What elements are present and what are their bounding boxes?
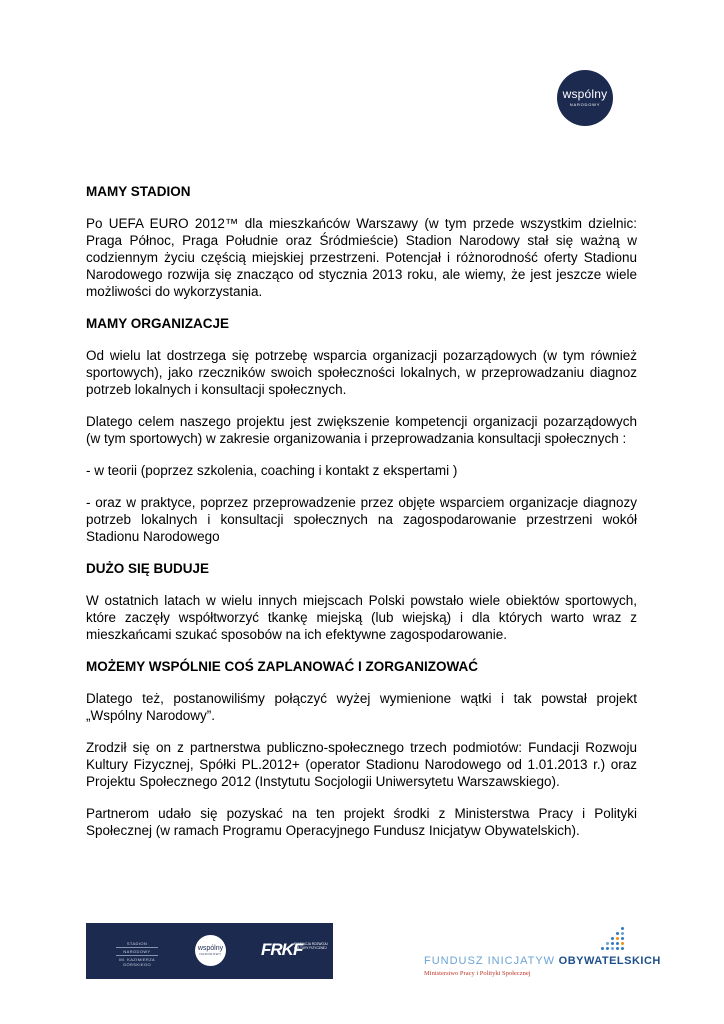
fio-dots-icon xyxy=(599,927,629,955)
paragraph-buduje: W ostatnich latach w wielu innych miejscach Polski powstało wiele obiektów sportowych, które zaczęły współtworzyć tkankę miejską (lub wiejską) i dla których warto wraz z mieszkańcami szukać sposobów na ich efektywne zagospodarowanie. xyxy=(86,593,637,642)
fio-dot xyxy=(611,937,614,940)
paragraph-zaplanowac-3: Partnerom udało się pozyskać na ten projekt środki z Ministerstwa Pracy i Polityki Społecznej (w ramach Programu Operacyjnego Fundusz Inicjatyw Obywatelskich). xyxy=(86,806,637,838)
stadion-logo-line1: STADION xyxy=(126,941,148,946)
fio-title-part1: FUNDUSZ INICJATYW xyxy=(424,955,556,967)
fio-dot xyxy=(621,942,624,945)
fio-dot xyxy=(621,937,624,940)
paragraph-organizacje-3: - w teorii (poprzez szkolenia, coaching i kontakt z ekspertami ) xyxy=(86,463,458,478)
stadion-logo-line3: IM. KAZIMIERZA GÓRSKIEGO xyxy=(118,957,156,967)
paragraph-organizacje-1: Od wielu lat dostrzega się potrzebę wsparcia organizacji pozarządowych (w tym również sportowych), jako rzeczników swoich społeczności lokalnych, w przeprowadzaniu diagnoz potrzeb lokalnych i konsultacji społecznych. xyxy=(86,348,637,397)
frkf-logo-caption: FUNDACJA ROZWOJU KULTURY FIZYCZNEJ xyxy=(294,942,328,950)
fio-title-part2: OBYWATELSKICH xyxy=(558,955,661,967)
fio-dot xyxy=(621,947,624,950)
fio-logo-title xyxy=(424,955,661,967)
document-body xyxy=(86,183,637,854)
section-heading-zaplanowac: MOŻEMY WSPÓLNIE COŚ ZAPLANOWAĆ I ZORGANIZOWAĆ xyxy=(86,659,478,674)
stadion-logo-divider-2 xyxy=(116,955,158,956)
fio-dot xyxy=(606,947,609,950)
logo-text-main: wspólny xyxy=(562,87,608,101)
stadion-logo-divider xyxy=(116,947,158,948)
footer-logo-text-sub: NARODOWY xyxy=(199,952,222,956)
paragraph-stadion: Po UEFA EURO 2012™ dla mieszkańców Warszawy (w tym przede wszystkim dzielnic: Praga Północ, Praga Południe oraz Śródmieście) Stadion Narodowy stał się ważną w codziennym życiu częścią miejskiej przestrzeni. Potencjał i różnorodność oferty Stadionu Narodowego rozwija się znacząco od stycznia 2013 roku, ale wiemy, że jest jeszcze wiele możliwości do wykorzystania. xyxy=(86,216,637,299)
wspolny-narodowy-logo xyxy=(557,70,613,126)
partners-logo-bar xyxy=(86,923,333,979)
frkf-logo: FRKF xyxy=(261,940,303,959)
fio-dot xyxy=(616,942,619,945)
fio-dot xyxy=(616,932,619,935)
fio-dot xyxy=(606,942,609,945)
fio-dot xyxy=(616,947,619,950)
wspolny-narodowy-footer-logo xyxy=(195,935,226,966)
fio-dot xyxy=(616,937,619,940)
fio-logo-subtitle: Ministerstwo Pracy i Polityki Społecznej xyxy=(424,970,531,977)
footer-logo-text-main: wspólny xyxy=(197,945,224,952)
section-heading-stadion: MAMY STADION xyxy=(86,184,191,199)
section-heading-buduje: DUŻO SIĘ BUDUJE xyxy=(86,561,210,576)
fio-dot xyxy=(621,932,624,935)
logo-text-sub: NARODOWY xyxy=(569,102,601,107)
paragraph-zaplanowac-2: Zrodził się on z partnerstwa publiczno-społecznego trzech podmiotów: Fundacji Rozwoju Kultury Fizycznej, Spółki PL.2012+ (operator Stadionu Narodowego od 1.01.2013 r.) oraz Projektu Społecznego 2012 (Instytutu Socjologii Uniwersytetu Warszawskiego). xyxy=(86,740,637,789)
section-heading-organizacje: MAMY ORGANIZACJE xyxy=(86,316,230,331)
fio-dot xyxy=(601,947,604,950)
paragraph-organizacje-2: Dlatego celem naszego projektu jest zwiększenie kompetencji organizacji pozarządowych (w tym sportowych) w zakresie organizowania i przeprowadzania konsultacji społecznych : xyxy=(86,414,637,446)
fio-dot xyxy=(611,947,614,950)
stadion-narodowy-logo xyxy=(112,941,162,967)
fio-dot xyxy=(621,927,624,930)
paragraph-organizacje-4: - oraz w praktyce, poprzez przeprowadzenie przez objęte wsparciem organizacje diagnozy potrzeb lokalnych i konsultacji społecznych na zagospodarowanie przestrzeni wokół Stadionu Narodowego xyxy=(86,495,637,544)
paragraph-zaplanowac-1: Dlatego też, postanowiliśmy połączyć wyżej wymienione wątki i tak powstał projekt „Wspólny Narodowy”. xyxy=(86,691,637,723)
fio-dot xyxy=(611,942,614,945)
stadion-logo-line2: NARODOWY xyxy=(123,949,151,954)
